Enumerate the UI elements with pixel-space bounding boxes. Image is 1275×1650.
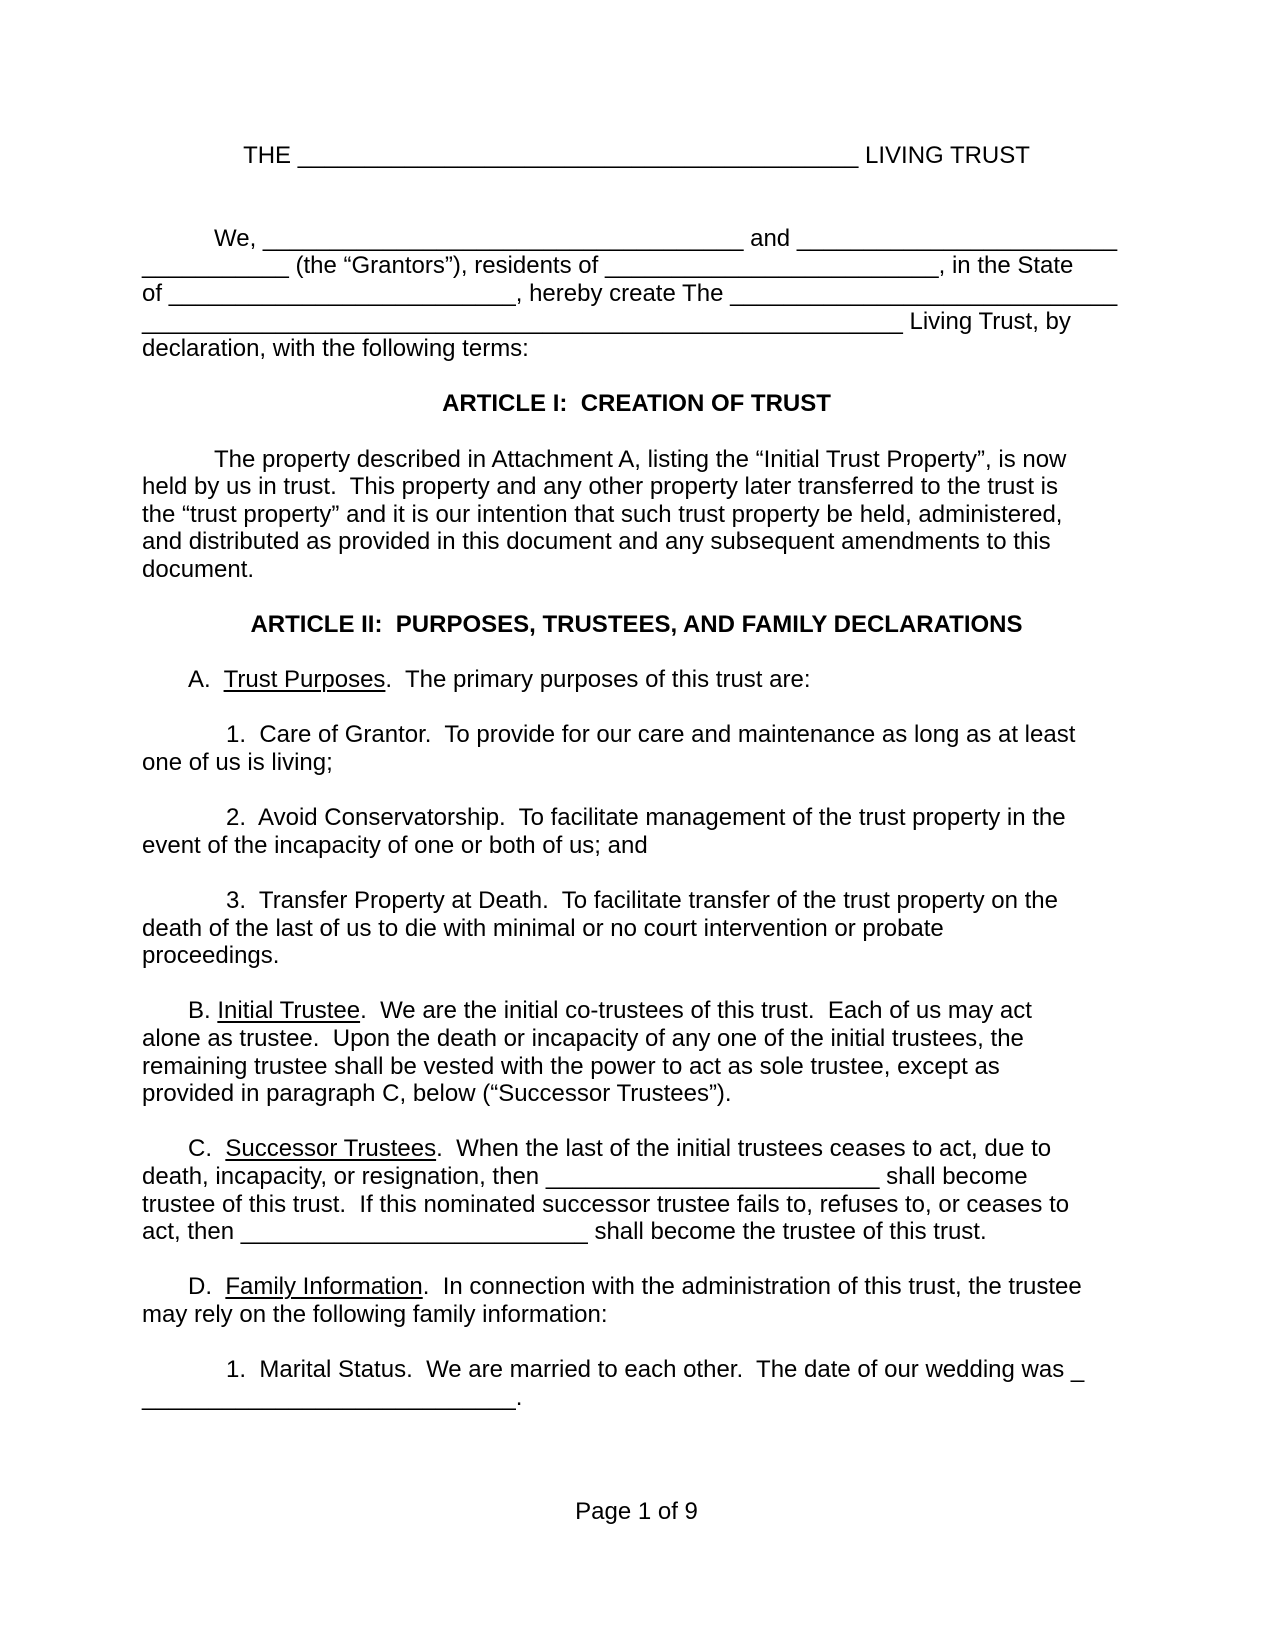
text-line: [142, 915, 1131, 943]
section-a-trust-purposes: [142, 666, 1131, 694]
fill-in-blank: ____________________________________: [262, 224, 744, 252]
fill-in-blank: __________________________: [240, 1218, 588, 1246]
text-line: [142, 501, 1131, 529]
text-run: one of us is living;: [142, 749, 333, 777]
text-line: [142, 832, 1131, 860]
text-line: [142, 611, 1131, 639]
text-line: [142, 142, 1131, 170]
text-line: [142, 997, 1131, 1025]
text-run: and: [743, 224, 797, 252]
text-run: C.: [188, 1135, 226, 1163]
text-line: [142, 556, 1131, 584]
underlined-term: Successor Trustees: [225, 1135, 437, 1163]
fill-in-blank: ________________________: [796, 224, 1118, 252]
text-run: event of the incapacity of one or both of us; and: [142, 831, 648, 859]
text-run: ARTICLE II: PURPOSES, TRUSTEES, AND FAMILY DECLARATIONS: [250, 611, 1023, 639]
text-run: We,: [214, 224, 263, 252]
text-line: [142, 666, 1131, 694]
text-line: [142, 225, 1131, 253]
text-line: [142, 1273, 1131, 1301]
fill-in-blank: ____________________________: [142, 1383, 516, 1411]
text-line: [142, 1080, 1131, 1108]
text-line: [142, 887, 1131, 915]
text-run: held by us in trust. This property and any other property later transferred to the trust is: [142, 473, 1059, 501]
text-run: provided in paragraph C, below (“Successor Trustees”).: [142, 1080, 732, 1108]
document-title: [142, 142, 1131, 170]
text-run: 1. Marital Status. We are married to each other. The date of our wedding was: [226, 1356, 1071, 1384]
text-line: [142, 252, 1131, 280]
text-run: (the “Grantors”), residents of: [288, 252, 605, 280]
fill-in-blank: _________________________: [545, 1162, 880, 1190]
text-run: , in the State: [938, 252, 1074, 280]
fill-in-blank: _________________________: [604, 252, 939, 280]
underlined-term: Trust Purposes: [223, 666, 386, 694]
purpose-2-avoid-conservatorship: [142, 804, 1131, 859]
fill-in-blank: _: [1070, 1356, 1085, 1384]
text-line: [142, 308, 1131, 336]
text-run: the “trust property” and it is our intention that such trust property be held, administered,: [142, 500, 1063, 528]
text-run: 1. Care of Grantor. To provide for our care and maintenance as long as at least: [226, 721, 1076, 749]
text-line: [142, 804, 1131, 832]
text-line: [142, 446, 1131, 474]
article-1-paragraph: [142, 446, 1131, 584]
grantors-intro-paragraph: [142, 225, 1131, 363]
text-line: [142, 1025, 1131, 1053]
section-c-successor-trustees: [142, 1135, 1131, 1245]
text-line: [142, 721, 1131, 749]
text-run: and distributed as provided in this document and any subsequent amendments to this: [142, 528, 1051, 556]
text-run: . In connection with the administration of this trust, the trustee: [422, 1273, 1082, 1301]
text-run: . The primary purposes of this trust are:: [385, 666, 811, 694]
text-run: remaining trustee shall be vested with the power to act as sole trustee, except as: [142, 1052, 1000, 1080]
text-run: act, then: [142, 1218, 241, 1246]
text-line: [142, 390, 1131, 418]
article-2-heading: [142, 611, 1131, 639]
text-line: [142, 942, 1131, 970]
text-run: 2. Avoid Conservatorship. To facilitate management of the trust property in the: [226, 804, 1066, 832]
text-run: trustee of this trust. If this nominated successor trustee fails to, refuses to, or ceases to: [142, 1190, 1070, 1218]
text-run: D.: [188, 1273, 226, 1301]
text-run: document.: [142, 555, 255, 583]
text-run: declaration, with the following terms:: [142, 335, 529, 363]
family-info-1-marital-status: [142, 1356, 1131, 1411]
fill-in-blank: __________________________: [168, 279, 516, 307]
text-run: death, incapacity, or resignation, then: [142, 1162, 546, 1190]
article-1-heading: [142, 390, 1131, 418]
section-d-family-information: [142, 1273, 1131, 1328]
text-run: B.: [188, 997, 218, 1025]
text-run: of: [142, 279, 169, 307]
text-run: death of the last of us to die with minimal or no court intervention or probate: [142, 914, 944, 942]
fill-in-blank: __________________________________________: [297, 142, 859, 169]
text-run: .: [515, 1383, 523, 1411]
text-line: [142, 335, 1131, 363]
text-line: [142, 473, 1131, 501]
text-run: The property described in Attachment A, listing the “Initial Trust Property”, is now: [214, 445, 1067, 473]
underlined-term: Family Information: [225, 1273, 423, 1301]
purpose-3-transfer-property-at-death: [142, 887, 1131, 970]
text-line: [142, 1356, 1131, 1384]
fill-in-blank: _____________________________: [730, 279, 1118, 307]
text-run: THE: [243, 142, 298, 169]
text-line: [142, 1135, 1131, 1163]
text-run: shall become: [879, 1162, 1028, 1190]
text-line: [142, 528, 1131, 556]
text-run: proceedings.: [142, 942, 280, 970]
text-run: shall become the trustee of this trust.: [587, 1218, 987, 1246]
text-line: [142, 1163, 1131, 1191]
text-line: [142, 1301, 1131, 1329]
text-run: LIVING TRUST: [858, 142, 1030, 169]
text-line: [142, 1191, 1131, 1219]
text-run: , hereby create The: [515, 279, 731, 307]
section-b-initial-trustee: [142, 997, 1131, 1107]
fill-in-blank: ___________: [142, 252, 289, 280]
text-run: 3. Transfer Property at Death. To facilitate transfer of the trust property on the: [226, 887, 1058, 915]
document-body: [142, 142, 1131, 1411]
text-line: [142, 1384, 1131, 1412]
text-run: . When the last of the initial trustees ceases to act, due to: [436, 1135, 1052, 1163]
text-run: Living Trust, by: [902, 307, 1071, 335]
text-run: A.: [188, 666, 224, 694]
purpose-1-care-of-grantor: [142, 721, 1131, 776]
text-line: [142, 280, 1131, 308]
fill-in-blank: _________________________________________________________: [142, 307, 903, 335]
text-line: [142, 1218, 1131, 1246]
text-line: [142, 749, 1131, 777]
text-run: may rely on the following family information:: [142, 1300, 608, 1328]
page-number: Page 1 of 9: [575, 1498, 698, 1525]
underlined-term: Initial Trustee: [217, 997, 361, 1025]
text-run: . We are the initial co-trustees of this trust. Each of us may act: [360, 997, 1032, 1025]
text-line: [142, 1053, 1131, 1081]
text-run: ARTICLE I: CREATION OF TRUST: [442, 390, 831, 418]
text-run: alone as trustee. Upon the death or incapacity of any one of the initial trustees, the: [142, 1025, 1024, 1052]
